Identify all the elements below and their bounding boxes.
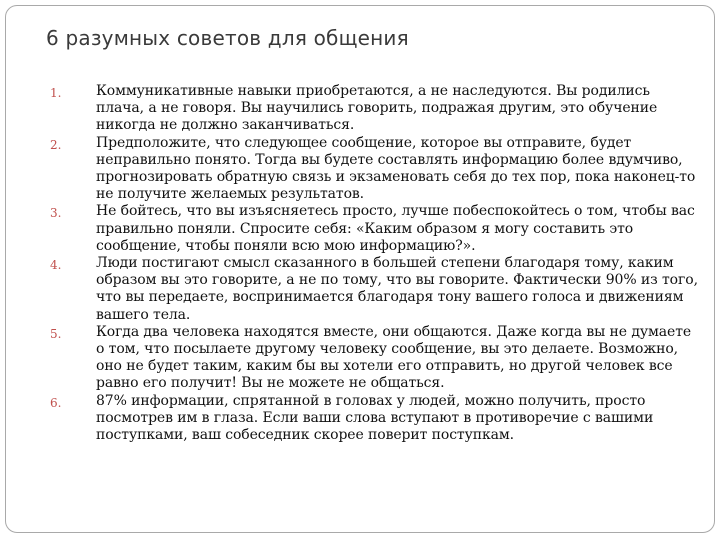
tip-item-6 xyxy=(50,393,700,445)
slide-title: 6 разумных советов для общения xyxy=(46,26,409,50)
tip-text: Предположите, что следующее сообщение, которое вы отправите, будет неправильно понято. Тогда вы будете составлять информацию более вдумчиво, прогнозировать обратную связь и экзаменовать себя до тех пор, пока наконец-то не получите желаемых результатов. xyxy=(96,134,696,203)
tip-text: Люди постигают смысл сказанного в большей степени благодаря тому, каким образом вы это говорите, а не по тому, что вы говорите. Фактически 90% из того, что вы передаете, воспринимается благодаря тону вашего голоса и движениям вашего тела. xyxy=(96,255,698,323)
tip-number: 4. xyxy=(50,258,62,273)
tip-number: 2. xyxy=(50,137,62,152)
slide-frame xyxy=(5,5,715,533)
tip-text: Не бойтесь, что вы изъясняетесь просто, лучше побеспокойтесь о том, чтобы вас правильно поняли. Спросите себя: «Каким образом я могу составить это сообщение, чтобы поняли всю мою информацию?». xyxy=(96,203,695,254)
tip-item-1 xyxy=(50,83,700,135)
tip-text: 87% информации, спрятанной в головах у людей, можно получить, просто посмотрев им в глаза. Если ваши слова вступают в противоречие с вашими поступками, ваш собеседник скорее поверит поступкам. xyxy=(96,392,654,444)
tip-item-2 xyxy=(50,135,700,204)
tip-number: 1. xyxy=(50,86,62,100)
tip-item-5 xyxy=(50,324,700,393)
tip-number: 3. xyxy=(50,206,62,221)
tip-item-3 xyxy=(50,203,700,255)
tip-number: 5. xyxy=(50,326,62,341)
tips-list xyxy=(50,83,700,444)
tip-text: Когда два человека находятся вместе, они общаются. Даже когда вы не думаете о том, что посылаете другому человеку сообщение, вы это делаете. Возможно, оно не будет таким, каким бы вы хотели его отправить, но другой человек все равно его получит! Вы не можете не общаться. xyxy=(96,323,692,392)
tip-number: 6. xyxy=(50,395,62,410)
tip-item-4 xyxy=(50,255,700,324)
tip-text: Коммуникативные навыки приобретаются, а не наследуются. Вы родились плача, а не говоря. Вы научились говорить, подражая другим, это обучение никогда не должно заканчиваться. xyxy=(96,83,658,134)
